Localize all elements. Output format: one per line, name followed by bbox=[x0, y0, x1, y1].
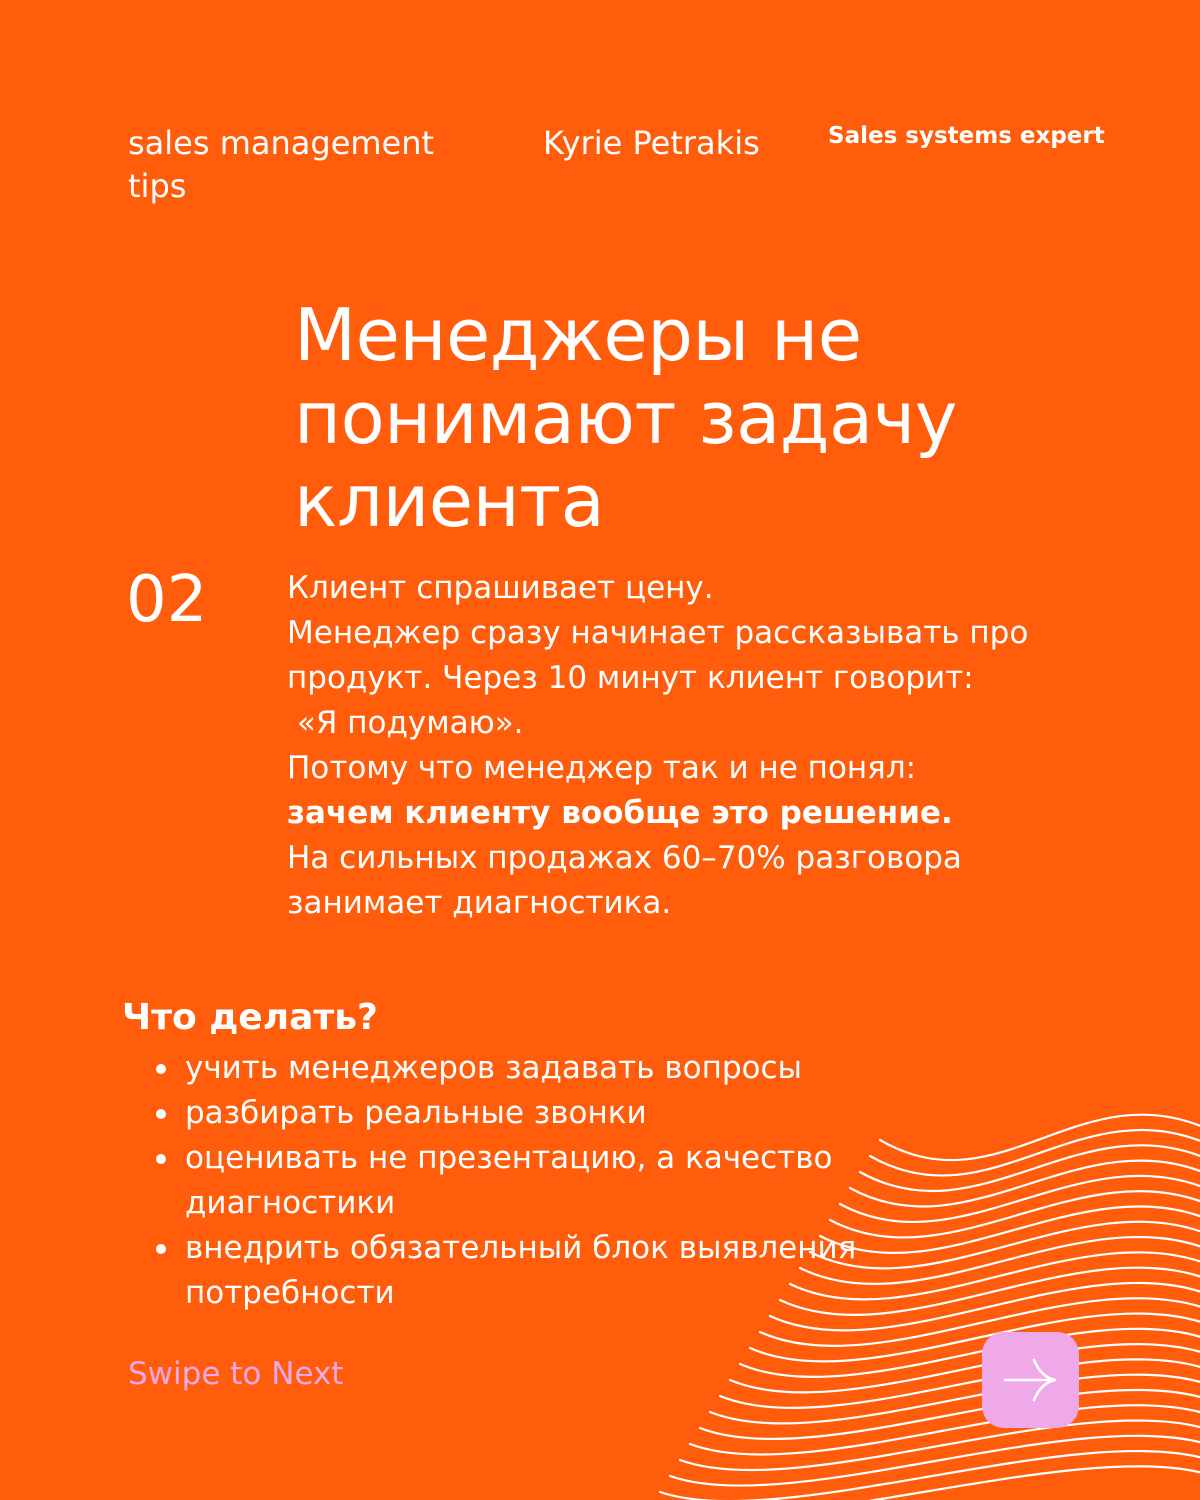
next-button[interactable] bbox=[982, 1332, 1079, 1428]
body-line: На сильных продажах 60–70% разговора bbox=[287, 840, 962, 876]
wave-line bbox=[750, 1313, 1200, 1361]
list-item: разбирать реальные звонки bbox=[154, 1091, 974, 1136]
list-item: оценивать не презентацию, а качество диагностики bbox=[154, 1136, 885, 1226]
slide-title: Менеджеры не понимают задачу клиента bbox=[294, 293, 957, 543]
body-line: Потому что менеджер так и не понял: bbox=[287, 750, 917, 786]
header-author: Kyrie Petrakis bbox=[543, 124, 760, 162]
wave-line bbox=[710, 1375, 1200, 1424]
swipe-hint: Swipe to Next bbox=[128, 1356, 344, 1392]
body-line: продукт. Через 10 минут клиент говорит: bbox=[287, 660, 974, 696]
body-line: занимает диагностика. bbox=[287, 885, 672, 921]
arrow-right-icon bbox=[1001, 1355, 1061, 1405]
header-role: Sales systems expert bbox=[828, 123, 1105, 149]
header-category: sales management tips bbox=[128, 124, 435, 205]
wave-line bbox=[670, 1436, 1200, 1486]
wave-line bbox=[650, 1466, 1200, 1500]
wave-line bbox=[690, 1405, 1200, 1454]
what-to-do-list bbox=[154, 1046, 974, 1316]
body-text bbox=[287, 566, 1157, 926]
wave-line bbox=[660, 1451, 1200, 1500]
wave-line bbox=[700, 1390, 1200, 1439]
list-item: внедрить обязательный блок выявления потребности bbox=[154, 1226, 915, 1316]
what-to-do-title: Что делать? bbox=[122, 997, 378, 1038]
list-item: учить менеджеров задавать вопросы bbox=[154, 1046, 974, 1091]
slide-number: 02 bbox=[126, 563, 208, 637]
body-line: «Я подумаю». bbox=[287, 705, 524, 741]
wave-line bbox=[720, 1359, 1200, 1408]
body-bold-line: зачем клиенту вообще это решение. bbox=[287, 795, 953, 831]
body-line: Менеджер сразу начинает рассказывать про bbox=[287, 615, 1029, 651]
wave-line bbox=[740, 1329, 1200, 1377]
wave-line bbox=[730, 1344, 1200, 1392]
body-line: Клиент спрашивает цену. bbox=[287, 570, 714, 606]
wave-line bbox=[680, 1420, 1200, 1470]
